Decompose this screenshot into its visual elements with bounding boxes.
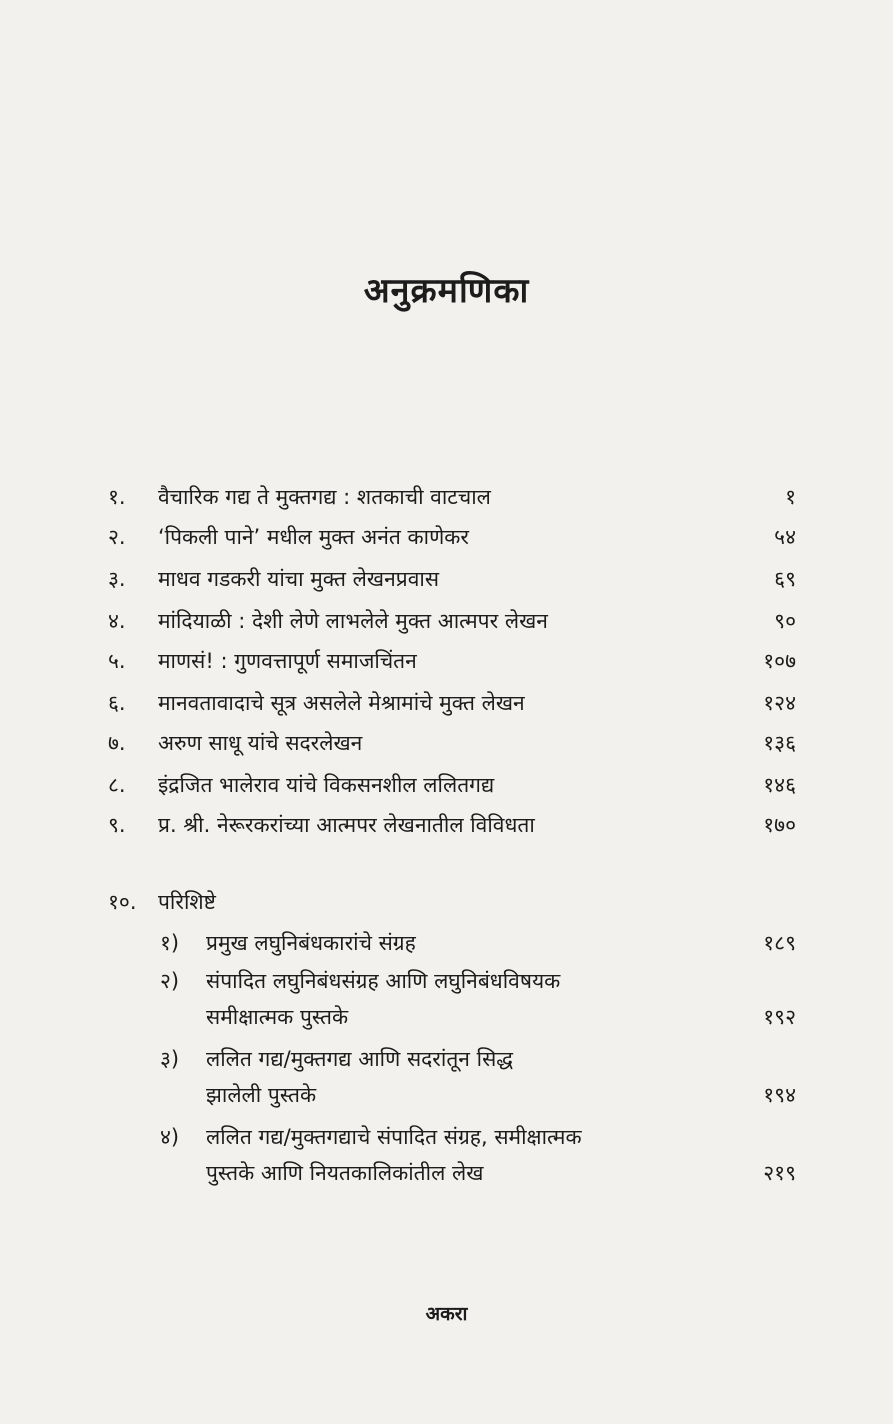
- toc-entry: [108, 644, 796, 678]
- entry-title: मांदियाळी : देशी लेणे लाभलेले मुक्त आत्मपर लेखन: [158, 609, 548, 633]
- entry-title: प्रमुख लघुनिबंधकारांचे संग्रह: [206, 931, 416, 955]
- entry-page: ५४: [774, 525, 796, 549]
- toc-entry: [108, 768, 796, 802]
- entry-number: ३.: [108, 567, 126, 591]
- entry-title: ललित गद्य/मुक्तगद्य आणि सदरांतून सिद्ध: [206, 1047, 514, 1071]
- toc-appendix-item-continuation: [108, 1000, 796, 1034]
- entry-title: संपादित लघुनिबंधसंग्रह आणि लघुनिबंधविषयक: [206, 969, 561, 993]
- toc-entry: [108, 808, 796, 842]
- entry-page: ६९: [774, 567, 796, 591]
- entry-number: ४): [160, 1125, 180, 1149]
- entry-number: ९.: [108, 813, 126, 837]
- entry-number: १): [160, 931, 180, 955]
- entry-number: १०.: [108, 890, 137, 914]
- entry-page: २१९: [763, 1161, 796, 1185]
- entry-page: ९०: [774, 609, 796, 633]
- entry-page: १: [785, 485, 796, 509]
- entry-title: माणसं! : गुणवत्तापूर्ण समाजचिंतन: [158, 649, 417, 673]
- entry-title: मानवतावादाचे सूत्र असलेले मेश्रामांचे मुक्त लेखन: [158, 691, 525, 715]
- entry-page: १०७: [763, 649, 796, 673]
- entry-page: १७०: [763, 813, 796, 837]
- toc-entry: [108, 562, 796, 596]
- entry-page: १४६: [763, 773, 796, 797]
- toc-appendix-item: [108, 926, 796, 960]
- entry-title: झालेली पुस्तके: [206, 1083, 317, 1107]
- entry-title: परिशिष्टे: [158, 890, 216, 914]
- entry-title: वैचारिक गद्य ते मुक्तगद्य : शतकाची वाटचाल: [158, 485, 491, 509]
- entry-title: अरुण साधू यांचे सदरलेखन: [158, 731, 363, 755]
- entry-number: ३): [160, 1047, 180, 1071]
- toc-appendix-item-continuation: [108, 1078, 796, 1112]
- entry-number: ८.: [108, 773, 126, 797]
- entry-number: ७.: [108, 731, 126, 755]
- toc-entry: [108, 686, 796, 720]
- entry-number: ५.: [108, 649, 126, 673]
- page-title: अनुक्रमणिका: [363, 271, 530, 311]
- entry-number: २.: [108, 525, 126, 549]
- entry-page: १९२: [763, 1005, 796, 1029]
- toc-appendix-item: [108, 964, 796, 998]
- page-folio: अकरा: [425, 1303, 468, 1325]
- entry-title: समीक्षात्मक पुस्तके: [206, 1005, 349, 1029]
- toc-entry: [108, 520, 796, 554]
- toc-appendix-item: [108, 1042, 796, 1076]
- entry-number: १.: [108, 485, 126, 509]
- entry-page: १३६: [763, 731, 796, 755]
- toc-entry: [108, 726, 796, 760]
- toc-appendix-item: [108, 1120, 796, 1154]
- entry-number: २): [160, 969, 180, 993]
- entry-page: १८९: [763, 931, 796, 955]
- entry-title: माधव गडकरी यांचा मुक्त लेखनप्रवास: [158, 567, 440, 591]
- toc-appendix-heading: [108, 885, 796, 919]
- entry-title: प्र. श्री. नेरूरकरांच्या आत्मपर लेखनातील विविधता: [158, 813, 535, 837]
- entry-title: ललित गद्य/मुक्तगद्याचे संपादित संग्रह, समीक्षात्मक: [206, 1125, 582, 1149]
- entry-page: १९४: [763, 1083, 796, 1107]
- entry-page: १२४: [763, 691, 796, 715]
- entry-title: इंद्रजित भालेराव यांचे विकसनशील ललितगद्य: [158, 773, 495, 797]
- toc-entry: [108, 480, 796, 514]
- entry-number: ४.: [108, 609, 126, 633]
- toc-entry: [108, 604, 796, 638]
- entry-title: ‘पिकली पाने’ मधील मुक्त अनंत काणेकर: [158, 525, 469, 549]
- entry-number: ६.: [108, 691, 126, 715]
- toc-appendix-item-continuation: [108, 1156, 796, 1190]
- entry-title: पुस्तके आणि नियतकालिकांतील लेख: [206, 1161, 484, 1185]
